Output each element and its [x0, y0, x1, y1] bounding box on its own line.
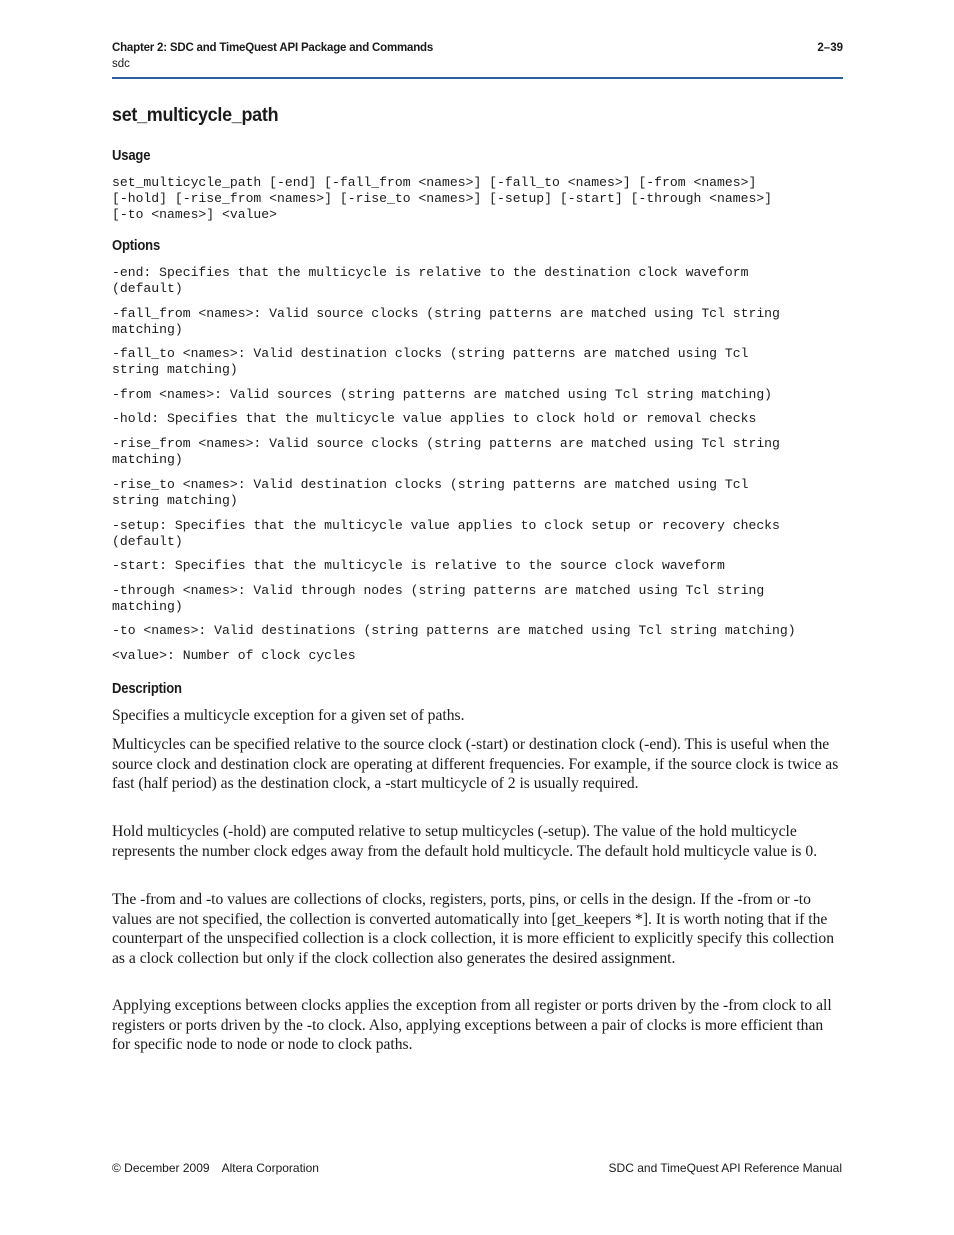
description-paragraph: Multicycles can be specified relative to the source clock (-start) or destination clock (-end). This is useful when the source clock and destination clock are operating at different frequencies. For example, if the source clock is twice as fast (half period) as the destination clock, a -start multicycle of 2 is usually required. [112, 736, 839, 793]
option-rise-from: -rise_from <names>: Valid source clocks (string patterns are matched using Tcl string matching) [112, 436, 780, 467]
option-setup: -setup: Specifies that the multicycle value applies to clock setup or recovery checks (default) [112, 518, 780, 549]
description-paragraph: The -from and -to values are collections of clocks, registers, ports, pins, or cells in the design. If the -from or -to values are not specified, the collection is converted automatically into [get_keepers *]. It is worth noting that if the counterpart of the unspecified collection is a clock collection, it is more efficient to explicitly specify this collection as a clock collection but only if the clock collection also generates the desired assignment. [112, 891, 834, 967]
options-heading: Options [112, 238, 161, 254]
option-end: -end: Specifies that the multicycle is relative to the destination clock waveform (default) [112, 265, 749, 296]
option-fall-to: -fall_to <names>: Valid destination clocks (string patterns are matched using Tcl string matching) [112, 346, 749, 377]
option-start: -start: Specifies that the multicycle is relative to the source clock waveform [112, 558, 725, 573]
option-fall-from: -fall_from <names>: Valid source clocks (string patterns are matched using Tcl string matching) [112, 306, 780, 337]
description-paragraph: Specifies a multicycle exception for a given set of paths. [112, 707, 465, 724]
section-name: sdc [112, 58, 130, 70]
description-paragraph: Applying exceptions between clocks applies the exception from all register or ports driven by the -from clock to all registers or ports driven by the -to clock. Also, applying exceptions between a pair of clocks is more efficient than for specific node to node or node to clock paths. [112, 997, 832, 1054]
footer-left [112, 1161, 319, 1175]
command-title: set_multicycle_path [112, 104, 279, 126]
usage-heading: Usage [112, 148, 151, 164]
description-paragraph: Hold multicycles (-hold) are computed relative to setup multicycles (-setup). The value of the hold multicycle represents the number clock edges away from the default hold multicycle. The default hold multicycle value is 0. [112, 823, 818, 860]
chapter-title: Chapter 2: SDC and TimeQuest API Package and Commands [112, 42, 434, 54]
option-value: <value>: Number of clock cycles [112, 648, 356, 663]
option-through: -through <names>: Valid through nodes (string patterns are matched using Tcl string matching) [112, 583, 765, 614]
description-heading: Description [112, 681, 182, 697]
footer-manual: SDC and TimeQuest API Reference Manual [608, 1161, 842, 1175]
option-to: -to <names>: Valid destinations (string patterns are matched using Tcl string matching) [112, 623, 796, 638]
page-number: 2–39 [817, 42, 843, 54]
usage-line: [-to <names>] <value> [112, 207, 278, 222]
usage-line: set_multicycle_path [-end] [-fall_from <names>] [-fall_to <names>] [-from <names>] [112, 175, 757, 190]
footer-date: © December 2009 [112, 1161, 210, 1175]
option-rise-to: -rise_to <names>: Valid destination clocks (string patterns are matched using Tcl string matching) [112, 477, 749, 508]
option-from: -from <names>: Valid sources (string patterns are matched using Tcl string matching) [112, 387, 773, 402]
footer-company: Altera Corporation [221, 1161, 319, 1175]
header-rule [112, 77, 843, 79]
option-hold: -hold: Specifies that the multicycle value applies to clock hold or removal checks [112, 411, 757, 426]
usage-line: [-hold] [-rise_from <names>] [-rise_to <names>] [-setup] [-start] [-through <names>] [112, 191, 773, 206]
